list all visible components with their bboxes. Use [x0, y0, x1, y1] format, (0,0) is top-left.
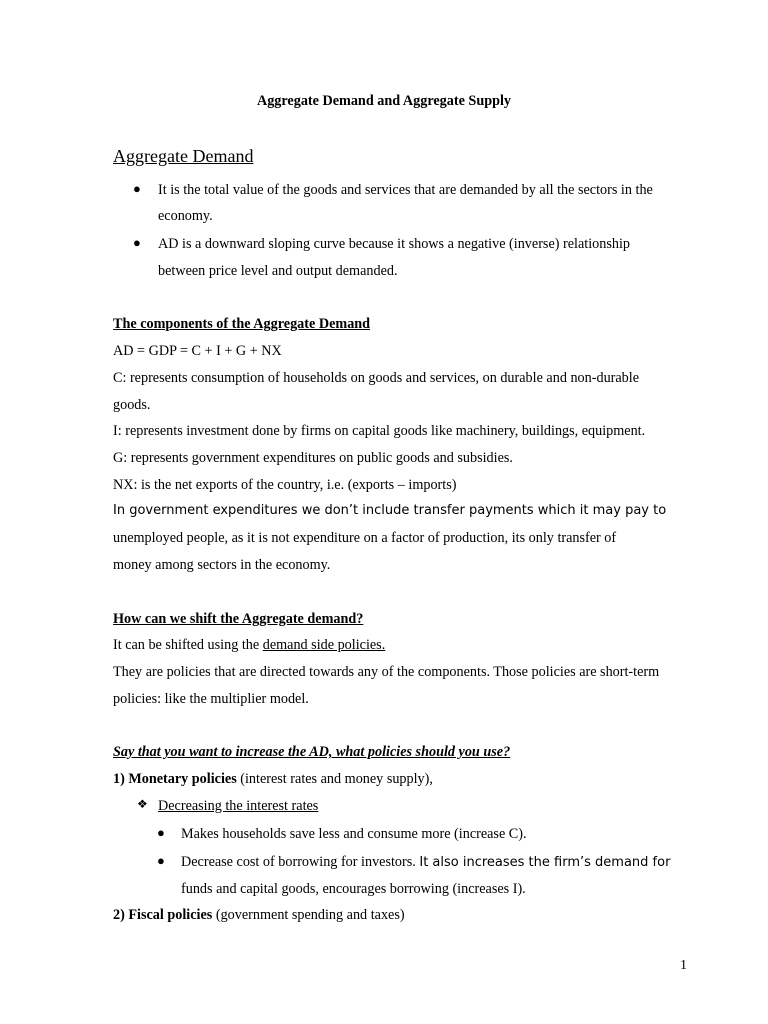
bullet-icon: ●: [157, 825, 165, 840]
bullet-text: AD is a downward sloping curve because it shows a negative (inverse) relationship: [158, 236, 630, 252]
paragraph-line: NX: is the net exports of the country, i.e. (exports – imports): [113, 477, 457, 493]
bullet-icon: ●: [157, 853, 165, 868]
fiscal-desc: (government spending and taxes): [212, 907, 405, 923]
monetary-desc: (interest rates and money supply),: [236, 771, 433, 787]
sub-bullet-part: Decrease cost of borrowing for investors.: [181, 854, 420, 870]
paragraph-line: [113, 636, 385, 654]
components-heading: The components of the Aggregate Demand: [113, 316, 371, 332]
monetary-line: [113, 770, 433, 788]
paragraph-line: unemployed people, as it is not expenditure on a factor of production, its only transfer of: [113, 530, 617, 546]
document-title: Aggregate Demand and Aggregate Supply: [256, 93, 512, 109]
paragraph-line: policies: like the multiplier model.: [113, 691, 309, 707]
sub-item: Decreasing the interest rates: [158, 798, 319, 814]
paragraph-line: G: represents government expenditures on public goods and subsidies.: [113, 450, 513, 466]
bullet-text: between price level and output demanded.: [158, 263, 398, 279]
section-heading: Aggregate Demand: [113, 146, 254, 166]
paragraph-line: I: represents investment done by firms on capital goods like machinery, buildings, equipment.: [113, 423, 646, 439]
increase-heading: Say that you want to increase the AD, what policies should you use?: [113, 744, 511, 760]
diamond-bullet-icon: ❖: [137, 797, 148, 811]
paragraph-line: They are policies that are directed towards any of the components. Those policies are short-term: [113, 664, 660, 680]
equation: AD = GDP = C + I + G + NX: [113, 343, 282, 359]
fiscal-line: [113, 906, 405, 924]
sub-bullet-text: funds and capital goods, encourages borrowing (increases I).: [181, 881, 526, 897]
page-number: 1: [680, 958, 687, 973]
paragraph-line: money among sectors in the economy.: [113, 557, 331, 573]
shift-prefix: It can be shifted using the: [113, 637, 263, 653]
sub-bullet-part: It also increases the firm’s demand for: [419, 855, 671, 870]
monetary-label: 1) Monetary policies: [113, 771, 237, 787]
bullet-icon: ●: [133, 181, 141, 196]
bullet-text: economy.: [158, 208, 213, 224]
shift-heading: How can we shift the Aggregate demand?: [113, 611, 364, 627]
fiscal-label: 2) Fiscal policies: [113, 907, 213, 923]
paragraph-line: In government expenditures we don’t include transfer payments which it may pay to: [113, 503, 667, 518]
demand-side-policies-link: demand side policies.: [262, 637, 386, 653]
bullet-text: It is the total value of the goods and services that are demanded by all the sectors in the: [158, 182, 653, 198]
paragraph-line: C: represents consumption of households on goods and services, on durable and non-durable: [113, 370, 640, 386]
paragraph-line: goods.: [113, 397, 151, 413]
bullet-icon: ●: [133, 235, 141, 250]
sub-bullet-text: [181, 853, 670, 872]
sub-bullet-text: Makes households save less and consume more (increase C).: [181, 826, 527, 842]
